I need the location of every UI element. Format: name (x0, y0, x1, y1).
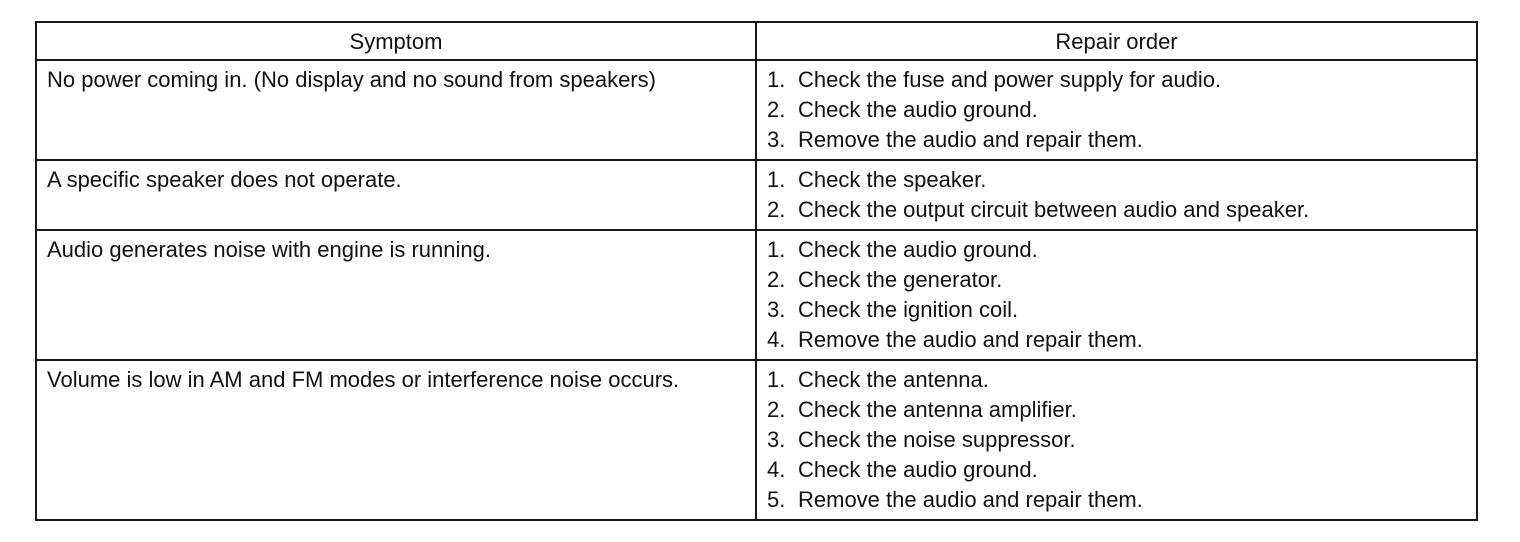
step-text: Check the fuse and power supply for audio. (798, 67, 1222, 92)
repair-step (767, 425, 1466, 455)
repair-step (767, 95, 1466, 125)
repair-step (767, 125, 1466, 155)
repair-order-cell (756, 160, 1477, 230)
repair-order-cell (756, 360, 1477, 520)
step-text: Remove the audio and repair them. (798, 127, 1143, 152)
step-text: Check the noise suppressor. (798, 427, 1076, 452)
symptom-cell: Volume is low in AM and FM modes or interference noise occurs. (36, 360, 756, 520)
step-number: 3. (767, 297, 786, 322)
step-text: Check the antenna amplifier. (798, 397, 1077, 422)
repair-steps-list (767, 235, 1466, 355)
step-text: Check the audio ground. (798, 97, 1038, 122)
step-number: 1. (767, 237, 786, 262)
step-number: 4. (767, 457, 786, 482)
step-number: 2. (767, 397, 786, 422)
repair-order-cell (756, 230, 1477, 360)
header-row (36, 22, 1477, 60)
step-number: 1. (767, 367, 786, 392)
table-row (36, 60, 1477, 160)
step-text: Check the output circuit between audio and speaker. (798, 197, 1310, 222)
repair-steps-list (767, 65, 1466, 155)
symptom-cell: A specific speaker does not operate. (36, 160, 756, 230)
repair-step (767, 365, 1466, 395)
step-text: Check the generator. (798, 267, 1003, 292)
repair-step (767, 65, 1466, 95)
step-number: 3. (767, 427, 786, 452)
repair-step (767, 165, 1466, 195)
step-number: 2. (767, 197, 786, 222)
repair-step (767, 485, 1466, 515)
step-text: Check the speaker. (798, 167, 987, 192)
repair-step (767, 395, 1466, 425)
repair-step (767, 265, 1466, 295)
repair-step (767, 195, 1466, 225)
repair-steps-list (767, 365, 1466, 515)
step-number: 2. (767, 267, 786, 292)
table-row (36, 360, 1477, 520)
symptom-cell: No power coming in. (No display and no sound from speakers) (36, 60, 756, 160)
table-row (36, 160, 1477, 230)
repair-step (767, 325, 1466, 355)
step-number: 1. (767, 167, 786, 192)
step-text: Remove the audio and repair them. (798, 487, 1143, 512)
repair-order-cell (756, 60, 1477, 160)
step-number: 5. (767, 487, 786, 512)
step-text: Check the audio ground. (798, 457, 1038, 482)
symptom-cell: Audio generates noise with engine is running. (36, 230, 756, 360)
repair-order-header: Repair order (756, 22, 1477, 60)
step-text: Check the audio ground. (798, 237, 1038, 262)
step-text: Check the antenna. (798, 367, 989, 392)
step-number: 1. (767, 67, 786, 92)
repair-step (767, 295, 1466, 325)
step-number: 3. (767, 127, 786, 152)
repair-steps-list (767, 165, 1466, 225)
table-row (36, 230, 1477, 360)
step-text: Check the ignition coil. (798, 297, 1019, 322)
step-number: 4. (767, 327, 786, 352)
symptom-header: Symptom (36, 22, 756, 60)
troubleshooting-table (35, 21, 1478, 521)
step-text: Remove the audio and repair them. (798, 327, 1143, 352)
step-number: 2. (767, 97, 786, 122)
repair-step (767, 455, 1466, 485)
repair-step (767, 235, 1466, 265)
